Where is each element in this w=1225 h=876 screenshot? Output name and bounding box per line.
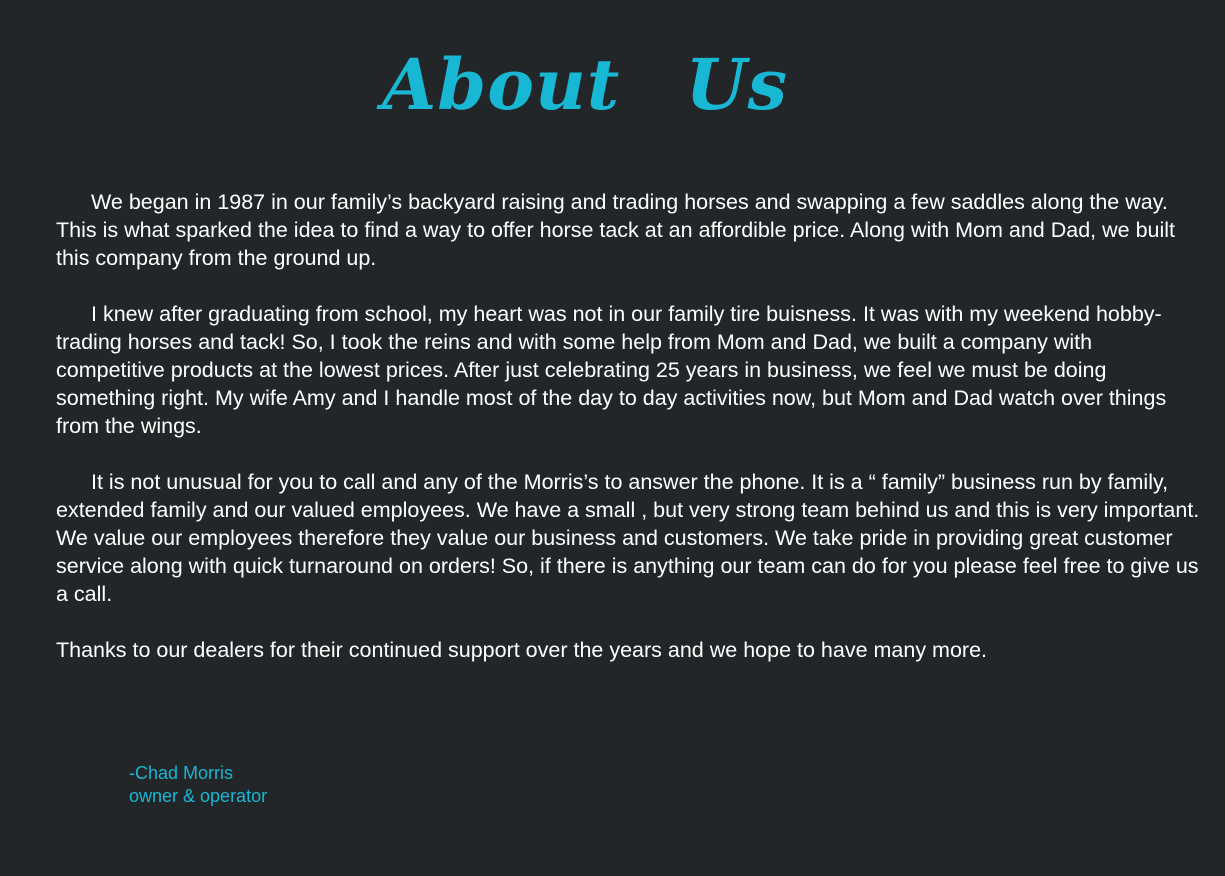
paragraph-history: We began in 1987 in our family’s backyard raising and trading horses and swapping a few saddles along the way. This is what sparked the idea to find a way to offer horse tack at an affordible price. Along with Mom and Dad, we built this company from the ground up. — [56, 190, 1176, 270]
signature-block — [129, 762, 267, 808]
about-body — [56, 188, 1201, 692]
signature-role: owner & operator — [129, 786, 268, 806]
paragraph-family-business: It is not unusual for you to call and any of the Morris’s to answer the phone. It is a “ family” business run by family, extended family and our valued employees. We have a small , but very strong team behind us and this is very important. We value our employees therefore they value our business and customers. We take pride in providing great customer service along with quick turnaround on orders! So, if there is anything our team can do for you please feel free to give us a call. — [56, 470, 1200, 606]
signature-name: -Chad Morris — [129, 763, 234, 783]
paragraph-founding: I knew after graduating from school, my heart was not in our family tire buisness. It was with my weekend hobby-trading horses and tack! So, I took the reins and with some help from Mom and Dad, we built a company with competitive products at the lowest prices. After just celebrating 25 years in business, we feel we must be doing something right. My wife Amy and I handle most of the day to day activities now, but Mom and Dad watch over things from the wings. — [56, 302, 1167, 438]
page-title: About Us — [382, 43, 788, 126]
paragraph-thanks: Thanks to our dealers for their continued support over the years and we hope to have many more. — [56, 638, 987, 662]
